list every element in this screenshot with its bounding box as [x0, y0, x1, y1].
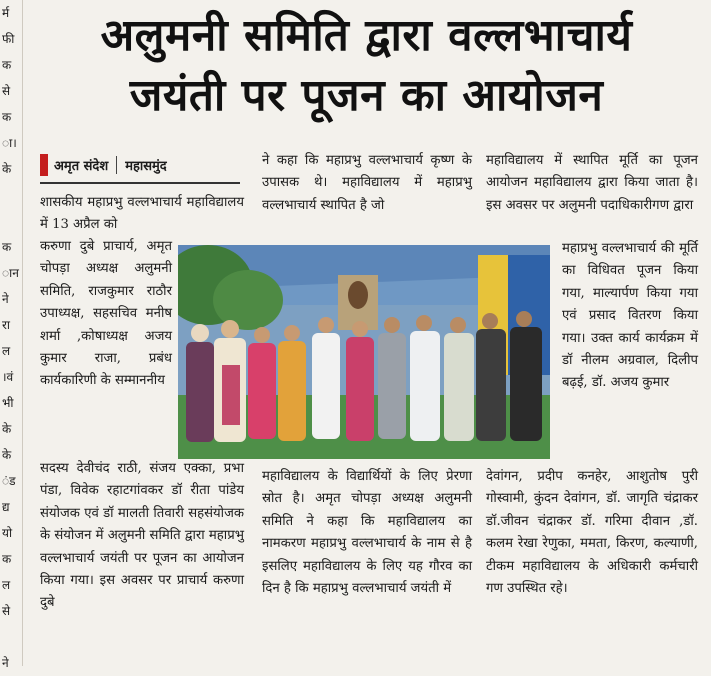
byline-rule — [40, 182, 240, 184]
sliver-line: ंड — [2, 474, 16, 488]
sliver-line: ा। — [2, 136, 17, 150]
sliver-line: द्य — [2, 500, 10, 514]
column-2-top — [262, 150, 472, 217]
sliver-line: ने — [2, 292, 9, 306]
column-3-top-text: महाविद्यालय में स्थापित मूर्ति का पूजन आयोजन महाविद्यालय द्वारा किया जाता है। इस अवसर पर अलुमनी पदाधिकारीगण द्वारा — [486, 153, 698, 213]
adjacent-article-edge — [0, 0, 23, 670]
sliver-line: फी — [2, 32, 15, 46]
byline — [40, 148, 240, 182]
sliver-line: के — [2, 162, 12, 176]
byline-red-marker — [40, 154, 48, 176]
group-photo — [178, 245, 550, 459]
column-1-narrow-text: करुणा दुबे प्राचार्य, अमृत चोपड़ा अध्यक्ष अलुमनी समिति, राजकुमार राठौर उपाध्यक्ष, सहसचिव मनीष शर्मा ,कोषाध्यक्ष अजय कुमार राजा, प्रबंध कार्यकारिणी के सम्माननीय — [40, 239, 172, 389]
sliver-line: क — [2, 552, 12, 566]
sliver-line — [0, 624, 22, 650]
headline-line-1: अलुमनी समिति द्वारा वल्लभाचार्य — [100, 10, 633, 61]
sliver-line: रा — [2, 318, 11, 332]
sliver-line: क — [2, 58, 12, 72]
column-2-bottom — [262, 466, 472, 600]
column-1-paragraph-1: शासकीय महाप्रभु वल्लभाचार्य महाविद्यालय में 13 अप्रैल को — [40, 195, 244, 233]
column-3-bottom — [486, 466, 698, 600]
headline — [28, 6, 705, 126]
column-3-wrap-text — [562, 238, 698, 395]
sliver-line — [0, 182, 22, 208]
sliver-line: ान — [2, 266, 19, 280]
column-3-top — [486, 150, 698, 217]
group-photo-illustration — [178, 245, 550, 459]
column-2-top-text: ने कहा कि महाप्रभु वल्लभाचार्य कृष्ण के उपासक थे। महाविद्यालय में महाप्रभु वल्लभाचार्य स्थापित है जो — [262, 153, 472, 213]
sliver-line: ल — [2, 344, 11, 358]
column-1-bottom-text: सदस्य देवीचंद राठी, संजय एक्का, प्रभा पंडा, विवेक रहाटगांवकर डॉ रीता पांडेय संयोजक एवं डॉ मालती तिवारी सहसंयोजक के संयोजन में अलुमनी समिति द्वारा महाप्रभु वल्लभाचार्य जयंती पर पूजन का आयोजन किया गया। इस अवसर पर प्राचार्य करुणा दुबे — [40, 461, 244, 611]
column-1-wrap-text — [40, 236, 172, 393]
byline-brand: अमृत संदेश — [54, 159, 109, 174]
column-3-narrow-text: महाप्रभु वल्लभाचार्य की मूर्ति का विधिवत पूजन किया गया, माल्यार्पण किया गया एवं प्रसाद वितरण किया गया। उक्त कार्य कार्यक्रम में डॉ नीलम अग्रवाल, दिलीप बढ़ई, डॉ. अजय कुमार — [562, 241, 698, 391]
sliver-line: के — [2, 448, 12, 462]
sliver-line: क — [2, 110, 12, 124]
sliver-line: ल — [2, 578, 11, 592]
byline-place: महासमुंद — [125, 159, 167, 174]
sliver-line: के — [2, 422, 12, 436]
column-2-bottom-text: महाविद्यालय के विद्यार्थियों के लिए प्रेरणा स्रोत है। अमृत चोपड़ा अध्यक्ष अलुमनी समिति ने कहा कि महाविद्यालय का नामकरण महाप्रभु वल्लभाचार्य के नाम से है इसलिए महाविद्यालय के लिए यह गौरव का दिन है कि महाप्रभु वल्लभाचार्य जयंती में — [262, 469, 472, 597]
column-3-bottom-text: देवांगन, प्रदीप कनहेर, आशुतोष पुरी गोस्वामी, कुंदन देवांगन, डॉ. जागृति चंद्राकर डॉ.जीवन चंद्राकर डॉ. गरिमा दीवान ,डॉ. कलम रेखा रेणुका, ममता, किरण, कल्याणी, टीकम महाविद्यालय के अधिकारी कर्मचारी गण उपस्थित रहे। — [486, 469, 698, 597]
sliver-line: ।वं — [2, 370, 14, 384]
people-group — [186, 311, 542, 442]
byline-separator — [116, 156, 117, 174]
sliver-line: से — [2, 84, 11, 98]
sliver-line: यो — [2, 526, 13, 540]
sliver-line: क — [2, 240, 12, 254]
sliver-line: र्म — [2, 6, 10, 20]
column-1-intro — [40, 192, 244, 237]
column-1-bottom — [40, 458, 244, 615]
sliver-line: भी — [2, 396, 14, 410]
sliver-line: से — [2, 604, 11, 618]
sliver-line: ने — [2, 656, 9, 670]
sliver-line — [0, 208, 22, 234]
headline-line-2: जयंती पर पूजन का आयोजन — [129, 70, 604, 121]
